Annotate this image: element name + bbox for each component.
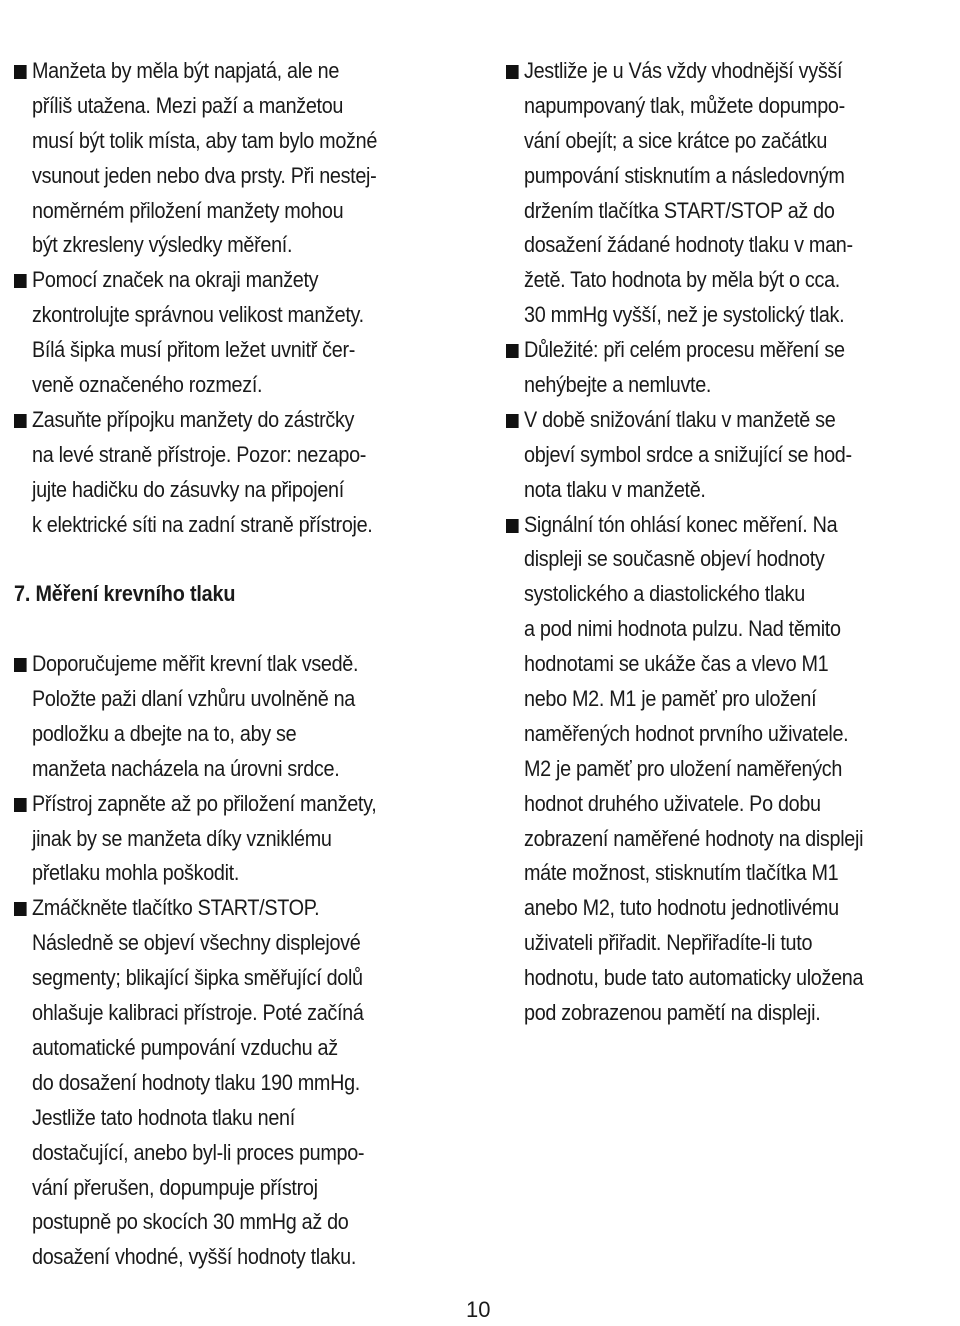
line-text: zobrazení naměřené hodnoty na displeji <box>524 825 864 851</box>
line-text: Přístroj zapněte až po přiložení manžety, <box>32 790 377 816</box>
text-line <box>14 263 419 298</box>
line-text: noměrném přiložení manžety mohou <box>32 197 344 223</box>
line-text: dosažení vhodné, vyšší hodnoty tlaku. <box>32 1244 357 1270</box>
line-text: V době snižování tlaku v manžetě se <box>524 406 836 432</box>
text-line <box>506 647 913 682</box>
line-text: postupně po skocích 30 mmHg až do <box>32 1209 349 1235</box>
text-line <box>506 577 913 612</box>
line-text: podložku a dbejte na to, aby se <box>32 720 297 746</box>
right-column <box>506 54 958 1031</box>
bullet-paragraph <box>506 333 958 403</box>
bullet-paragraph <box>14 263 464 403</box>
section-heading: 7. Měření krevního tlaku <box>14 581 236 607</box>
square-bullet-icon <box>14 65 27 79</box>
text-line <box>14 298 419 333</box>
line-text: dosažení žádané hodnoty tlaku v man- <box>524 232 853 258</box>
line-text: dostačující, anebo byl-li proces pumpo- <box>32 1139 365 1165</box>
text-line <box>506 961 913 996</box>
text-line <box>14 333 419 368</box>
text-line <box>506 856 913 891</box>
text-line <box>506 54 913 89</box>
line-text: vsunout jeden nebo dva prsty. Při nestej- <box>32 162 377 188</box>
text-line <box>14 996 419 1031</box>
line-text: Následně se objeví všechny displejové <box>32 930 361 956</box>
text-line <box>14 508 419 543</box>
line-text: Signální tón ohlásí konec měření. Na <box>524 511 838 537</box>
bullet-paragraph <box>506 54 958 333</box>
text-line <box>506 89 913 124</box>
text-line <box>14 822 419 857</box>
left-paragraphs-b <box>14 647 464 1275</box>
line-text: Důležité: při celém procesu měření se <box>524 337 845 363</box>
text-line <box>14 403 419 438</box>
text-line <box>506 717 913 752</box>
bullet-paragraph <box>14 647 464 787</box>
text-line <box>506 926 913 961</box>
line-text: zkontrolujte správnou velikost manžety. <box>32 302 364 328</box>
line-text: být zkresleny výsledky měření. <box>32 232 293 258</box>
line-text: Jestliže tato hodnota tlaku není <box>32 1104 295 1130</box>
line-text: naměřených hodnot prvního uživatele. <box>524 720 849 746</box>
line-text: držením tlačítka START/STOP až do <box>524 197 835 223</box>
line-text: a pod nimi hodnota pulzu. Nad těmito <box>524 616 841 642</box>
line-text: ohlašuje kalibraci přístroje. Poté začíná <box>32 1000 364 1026</box>
page-number: 10 <box>466 1297 491 1322</box>
line-text: segmenty; blikající šipka směřující dolů <box>32 965 363 991</box>
text-line <box>14 438 419 473</box>
line-text: Bílá šipka musí přitom ležet uvnitř čer- <box>32 337 356 363</box>
square-bullet-icon <box>14 274 27 288</box>
text-line <box>14 717 419 752</box>
line-text: hodnotu, bude tato automaticky uložena <box>524 965 864 991</box>
text-line <box>14 124 419 159</box>
text-line <box>506 403 913 438</box>
left-column <box>14 54 464 1275</box>
square-bullet-icon <box>14 414 27 428</box>
text-line <box>506 228 913 263</box>
spacer <box>14 542 464 577</box>
line-text: veně označeného rozmezí. <box>32 372 263 398</box>
text-line <box>14 926 419 961</box>
line-text: hodnotami se ukáže čas a vlevo M1 <box>524 651 829 677</box>
text-line <box>506 996 913 1031</box>
square-bullet-icon <box>506 414 519 428</box>
line-text: manžeta nacházela na úrovni srdce. <box>32 755 340 781</box>
text-line <box>14 1101 419 1136</box>
text-line <box>14 473 419 508</box>
text-line <box>14 1205 419 1240</box>
line-text: Jestliže je u Vás vždy vhodnější vyšší <box>524 58 843 83</box>
bullet-paragraph <box>506 508 958 1031</box>
text-line <box>14 1066 419 1101</box>
line-text: Doporučujeme měřit krevní tlak vsedě. <box>32 651 359 677</box>
line-text: automatické pumpování vzduchu až <box>32 1034 338 1060</box>
line-text: systolického a diastolického tlaku <box>524 581 805 607</box>
text-line <box>14 159 419 194</box>
text-line <box>14 856 419 891</box>
square-bullet-icon <box>506 65 519 79</box>
text-line <box>506 787 913 822</box>
line-text: anebo M2, tuto hodnotu jednotlivému <box>524 895 839 921</box>
line-text: vání přerušen, dopumpuje přístroj <box>32 1174 318 1200</box>
text-line <box>506 891 913 926</box>
line-text: přetlaku mohla poškodit. <box>32 860 240 886</box>
text-line <box>506 508 913 543</box>
line-text: nehýbejte a nemluvte. <box>524 372 712 398</box>
text-line <box>506 368 913 403</box>
line-text: uživateli přiřadit. Nepřiřadíte-li tuto <box>524 930 813 956</box>
text-line <box>14 682 419 717</box>
line-text: Zasuňte přípojku manžety do zástrčky <box>32 406 355 432</box>
text-line <box>14 1240 419 1275</box>
text-line <box>506 298 913 333</box>
line-text: displeji se současně objeví hodnoty <box>524 546 825 572</box>
line-text: hodnot druhého uživatele. Po dobu <box>524 790 821 816</box>
text-line <box>14 1171 419 1206</box>
line-text: jujte hadičku do zásuvky na připojení <box>32 476 344 502</box>
line-text: Zmáčkněte tlačítko START/STOP. <box>32 895 320 921</box>
line-text: nota tlaku v manžetě. <box>524 476 706 502</box>
text-line <box>506 612 913 647</box>
line-text: pumpování stisknutím a následovným <box>524 162 845 188</box>
text-line <box>14 787 419 822</box>
left-paragraphs-a <box>14 54 464 542</box>
line-text: M2 je paměť pro uložení naměřených <box>524 755 843 781</box>
text-line <box>506 473 913 508</box>
line-text: do dosažení hodnoty tlaku 190 mmHg. <box>32 1069 360 1095</box>
bullet-paragraph <box>14 54 464 263</box>
line-text: k elektrické síti na zadní straně přístroje. <box>32 511 373 537</box>
text-line <box>14 891 419 926</box>
line-text: příliš utažena. Mezi paží a manžetou <box>32 92 344 118</box>
text-line <box>14 89 419 124</box>
line-text: nebo M2. M1 je paměť pro uložení <box>524 686 817 712</box>
text-line <box>14 752 419 787</box>
spacer <box>14 612 464 647</box>
line-text: Položte paži dlaní vzhůru uvolněně na <box>32 686 355 712</box>
line-text: máte možnost, stisknutím tlačítka M1 <box>524 860 839 886</box>
text-line <box>506 542 913 577</box>
line-text: jinak by se manžeta díky vzniklému <box>32 825 332 851</box>
text-line <box>14 961 419 996</box>
text-line <box>506 194 913 229</box>
line-text: musí být tolik místa, aby tam bylo možné <box>32 127 378 153</box>
square-bullet-icon <box>14 658 27 672</box>
text-line <box>506 159 913 194</box>
line-text: žetě. Tato hodnota by měla být o cca. <box>524 267 840 293</box>
bullet-paragraph <box>506 403 958 508</box>
square-bullet-icon <box>14 902 27 916</box>
text-line <box>506 124 913 159</box>
bullet-paragraph <box>14 787 464 892</box>
square-bullet-icon <box>506 519 519 533</box>
line-text: napumpovaný tlak, můžete dopumpo- <box>524 92 845 118</box>
text-line <box>14 1031 419 1066</box>
text-line <box>506 438 913 473</box>
text-line <box>14 368 419 403</box>
text-line <box>14 1136 419 1171</box>
text-line <box>506 333 913 368</box>
square-bullet-icon <box>14 798 27 812</box>
bullet-paragraph <box>14 403 464 543</box>
text-line <box>506 263 913 298</box>
line-text: vání obejít; a sice krátce po začátku <box>524 127 828 153</box>
square-bullet-icon <box>506 344 519 358</box>
line-text: na levé straně přístroje. Pozor: nezapo- <box>32 441 367 467</box>
text-line <box>506 682 913 717</box>
text-line <box>506 752 913 787</box>
line-text: Manžeta by měla být napjatá, ale ne <box>32 58 340 83</box>
text-line <box>14 228 419 263</box>
line-text: pod zobrazenou pamětí na displeji. <box>524 1000 821 1026</box>
line-text: 30 mmHg vyšší, než je systolický tlak. <box>524 302 845 328</box>
right-paragraphs <box>506 54 958 1031</box>
line-text: Pomocí značek na okraji manžety <box>32 267 319 293</box>
text-line <box>14 194 419 229</box>
line-text: objeví symbol srdce a snižující se hod- <box>524 441 852 467</box>
text-line <box>14 54 419 89</box>
bullet-paragraph <box>14 891 464 1275</box>
text-line <box>506 822 913 857</box>
text-line <box>14 647 419 682</box>
